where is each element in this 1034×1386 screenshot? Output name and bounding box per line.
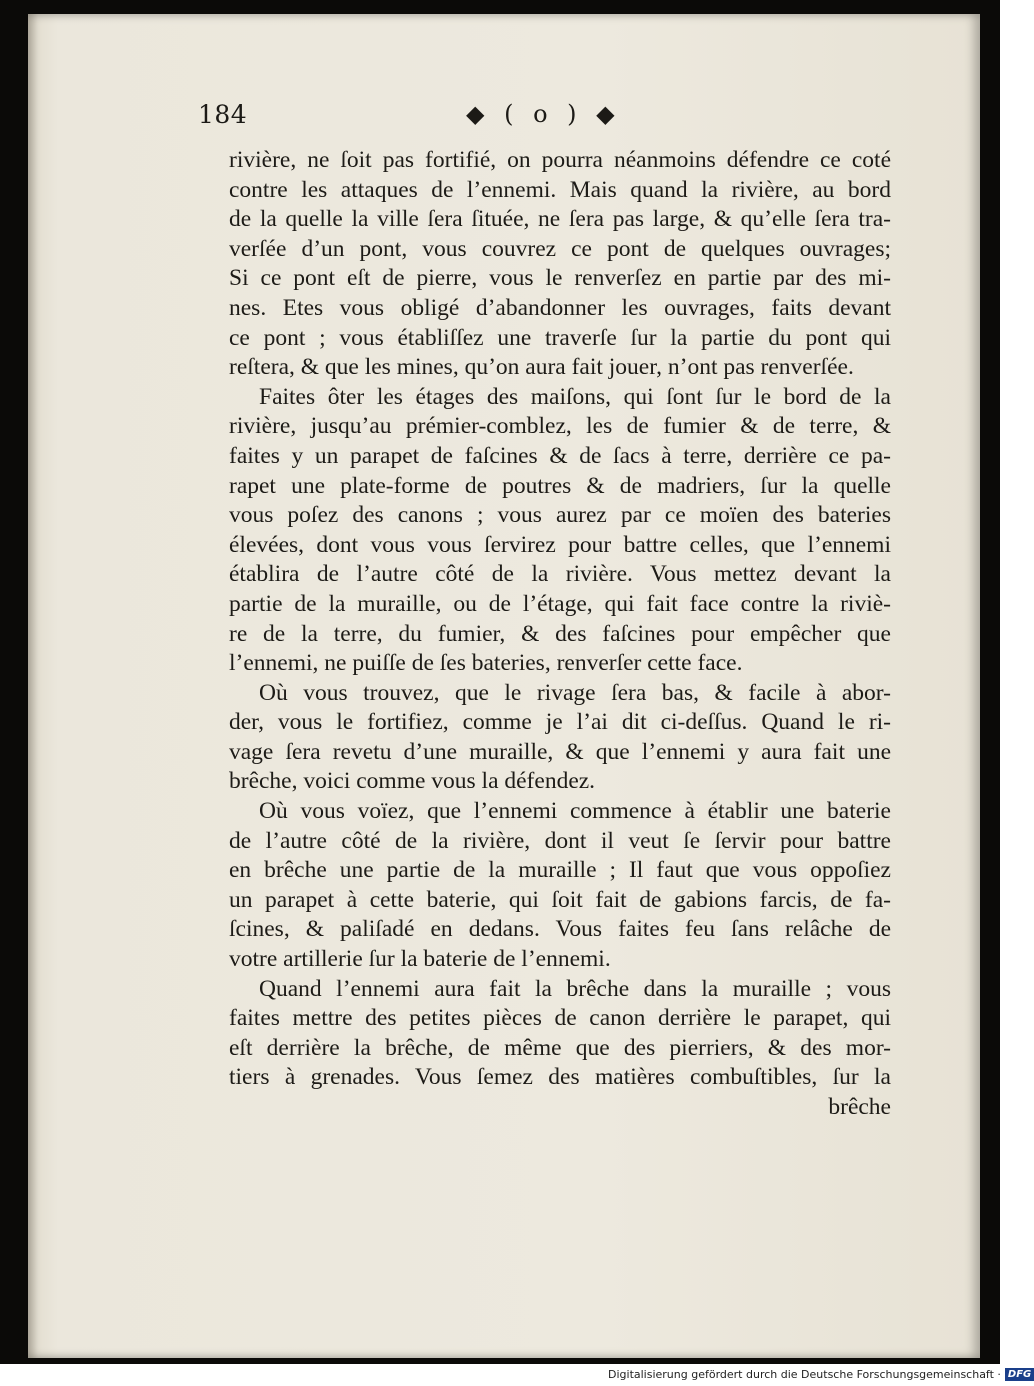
page-number: 184 [198,100,248,129]
digitization-footer [608,1368,1034,1381]
text-line: tiers à grenades. Vous ſemez des matières combuſtibles, ſur la [229,1064,891,1091]
text-line: faites y un parapet de faſcines & de ſacs à terre, derrière ce pa- [229,442,891,469]
text-line: Où vous trouvez, que le rivage ſera bas, & facile à abor- [259,679,891,706]
text-line: brêche, voici comme vous la défendez. [229,768,596,795]
text-line: élevées, dont vous vous ſervirez pour battre celles, que l’ennemi [229,531,891,558]
text-line: vage ſera revetu d’une muraille, & que l’ennemi y aura fait une [229,738,891,765]
text-line: Si ce pont eſt de pierre, vous le renverſez en partie par des mi- [229,265,891,292]
text-line: ſcines, & paliſadé en dedans. Vous faites feu ſans relâche de [229,916,891,943]
body-text [229,146,891,1123]
text-line: établira de l’autre côté de la rivière. Vous mettez devant la [229,561,891,588]
text-line: verſée d’un pont, vous couvrez ce pont de quelques ouvrages; [229,235,891,262]
dfg-logo: DFG [1005,1368,1034,1381]
text-line: de l’autre côté de la rivière, dont il veut ſe ſervir pour battre [229,827,891,854]
text-line: rivière, ne ſoit pas fortifié, on pourra néanmoins défendre ce coté [229,147,891,173]
text-line: der, vous le fortifiez, comme je l’ai dit ci-deſſus. Quand le ri- [229,709,891,736]
text-line: rivière, jusqu’au prémier-comblez, les de fumier & de terre, & [229,413,891,440]
header-ornament: ◆ ( o ) ◆ [466,100,621,128]
text-line: de la quelle la ville ſera ſituée, ne ſera pas large, & qu’elle ſera tra- [229,206,891,233]
text-line: Où vous voïez, que l’ennemi commence à établir une baterie [259,798,891,825]
text-line: eſt derrière la brêche, de même que des pierriers, & des mor- [229,1034,891,1061]
text-line: nes. Etes vous obligé d’abandonner les ouvrages, faits devant [229,294,891,321]
page-header [198,100,898,140]
text-line: un parapet à cette baterie, qui ſoit fait de gabions farcis, de fa- [229,886,891,913]
text-line: ce pont ; vous établiſſez une traverſe ſur la partie du pont qui [229,324,891,351]
text-line: rapet une plate-forme de poutres & de madriers, ſur la quelle [229,472,891,499]
text-line: Faites ôter les étages des maiſons, qui ſont ſur le bord de la [259,383,891,410]
text-line: vous poſez des canons ; vous aurez par ce moïen des bateries [229,502,891,529]
text-line: votre artillerie ſur la baterie de l’ennemi. [229,946,611,973]
text-line: l’ennemi, ne puiſſe de ſes bateries, renverſer cette face. [229,650,743,677]
text-line: contre les attaques de l’ennemi. Mais quand la rivière, au bord [229,176,891,203]
footer-credit: Digitalisierung gefördert durch die Deutsche Forschungsgemeinschaft · [608,1368,1001,1381]
text-line: re de la terre, du fumier, & des faſcines pour empêcher que [229,620,891,647]
text-line: Quand l’ennemi aura fait la brêche dans la muraille ; vous [259,975,891,1002]
text-line: reſtera, & que les mines, qu’on aura fait jouer, n’ont pas renverſée. [229,354,854,381]
text-line: faites mettre des petites pièces de canon derrière le parapet, qui [229,1005,891,1032]
catchword: brêche [828,1094,891,1120]
text-line: partie de la muraille, ou de l’étage, qui fait face contre la riviè- [229,590,891,617]
text-line: en brêche une partie de la muraille ; Il faut que vous oppoſiez [229,857,891,884]
